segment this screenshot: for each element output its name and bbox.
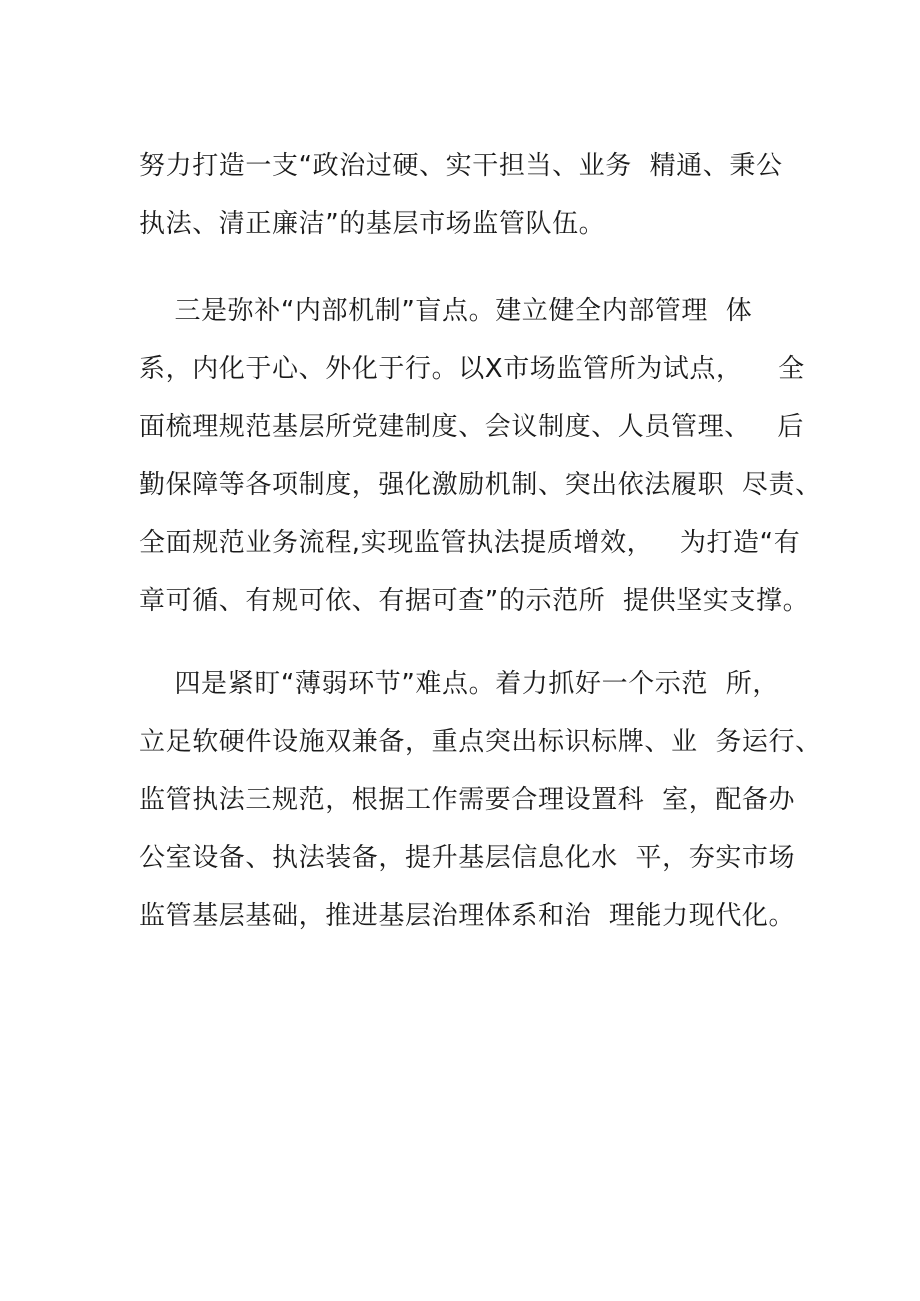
paragraph-2 — [139, 282, 822, 630]
text-line: 监管执法三规范，根据工作需要合理设置科 室，配备办 — [139, 785, 796, 815]
text-line: 勤保障等各项制度，强化激励机制、突出依法履职 尽责、 — [139, 470, 822, 500]
text-line: 章可循、有规可依、有据可查”的示范所 提供坚实支撑。 — [139, 586, 810, 616]
text-line: 公室设备、执法装备，提升基层信息化水 平，夯实市场 — [139, 843, 796, 873]
text-line: 面梳理规范基层所党建制度、会议制度、人员管理、 后 — [139, 412, 804, 442]
text-line: 努力打造一支“政治过硬、实干担当、业务 精通、秉公 — [139, 151, 783, 181]
text-line: 全面规范业务流程,实现监管执法提质增效， 为打造“有 — [139, 528, 801, 558]
text-line: 系，内化于心、外化于行。以X市场监管所为试点， 全 — [139, 354, 805, 384]
text-line: 三是弥补“内部机制”盲点。建立健全内部管理 体 — [139, 296, 753, 326]
text-line: 执法、清正廉洁”的基层市场监管队伍。 — [139, 209, 606, 239]
paragraph-3 — [139, 655, 822, 945]
text-line: 四是紧盯“薄弱环节”难点。着力抓好一个示范 所， — [139, 669, 779, 699]
text-line: 立足软硬件设施双兼备，重点突出标识标牌、业 务运行、 — [139, 727, 822, 757]
paragraph-1 — [139, 137, 783, 253]
text-line: 监管基层基础，推进基层治理体系和治 理能力现代化。 — [139, 901, 796, 931]
